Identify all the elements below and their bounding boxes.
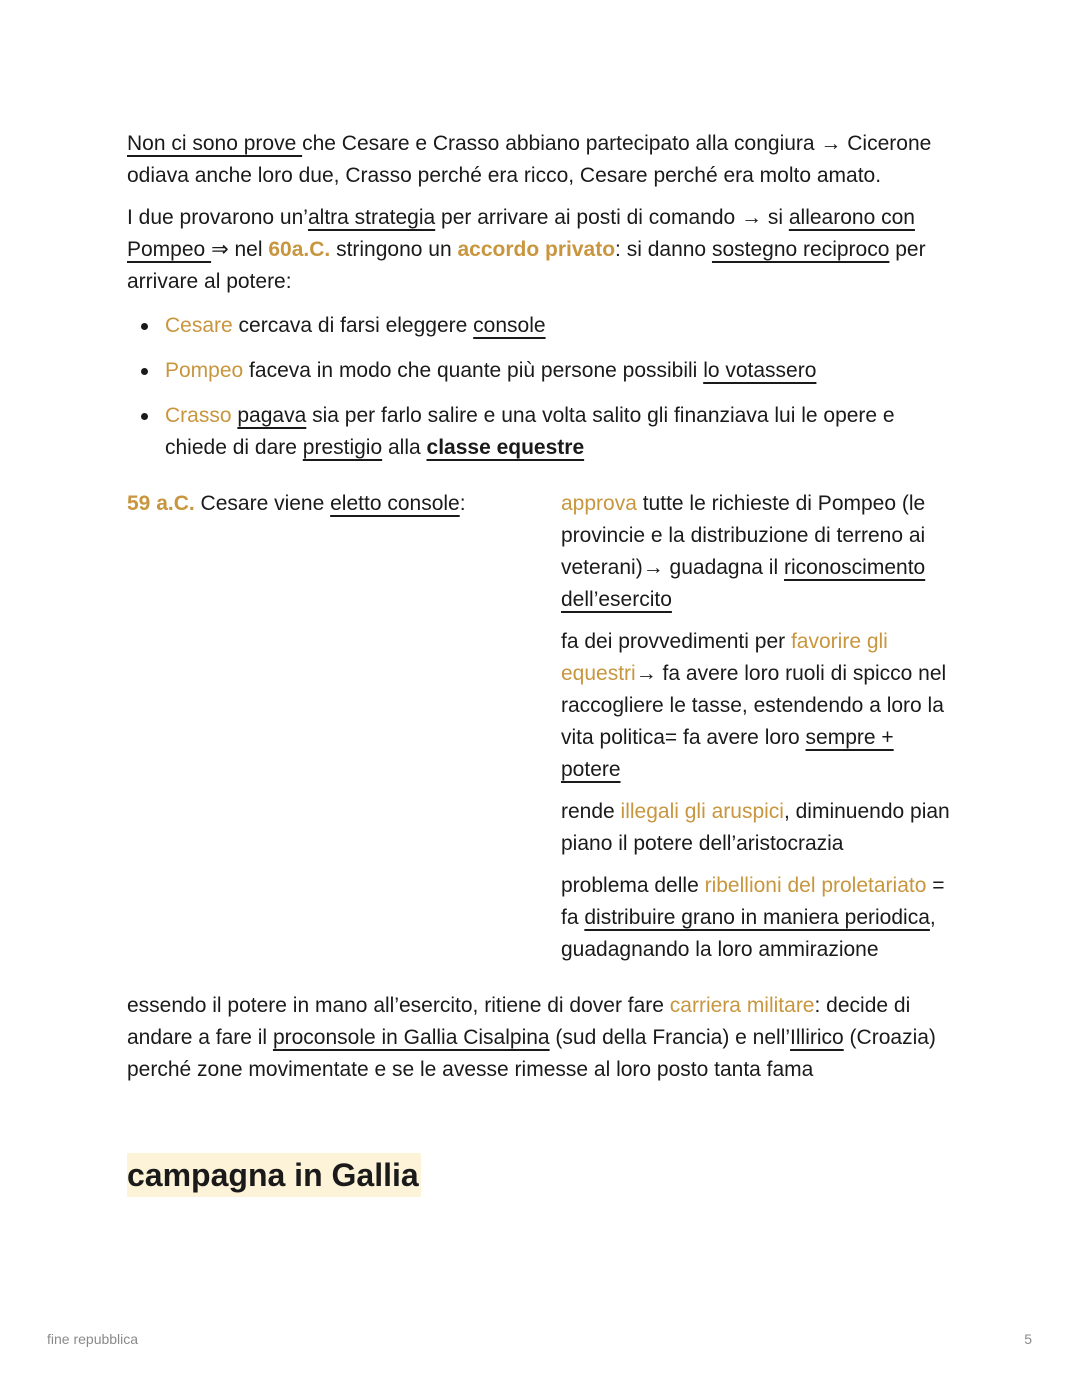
- section-59-right-column: [561, 488, 956, 976]
- underlined-text: sostegno reciproco: [711, 238, 890, 261]
- highlight-term: ribellioni del proletariato: [704, 874, 927, 897]
- highlight-name: Cesare: [165, 314, 233, 337]
- underlined-text: prestigio: [302, 436, 383, 459]
- footer-document-title: fine repubblica: [47, 1331, 139, 1347]
- paragraph-equestri: [561, 626, 956, 786]
- text: (Croazia) perché zone movimentate e se le avesse rimesse al loro posto tanta fama: [127, 1026, 936, 1081]
- text: per arrivare ai posti di comando → si: [435, 206, 789, 229]
- text: → fa avere loro ruoli di spicco nel raccogliere le tasse, estendendo a loro la vita politica= fa avere loro: [561, 662, 947, 749]
- underlined-text: altra strategia: [307, 206, 436, 229]
- text: essendo il potere in mano all’esercito, ritiene di dover fare: [127, 994, 670, 1017]
- text: rende: [561, 800, 621, 823]
- text: che Cesare e Crasso abbiano partecipato alla congiura → Cicerone odiava anche loro due, Crasso perché era ricco, Cesare perché era molto amato.: [127, 132, 932, 187]
- paragraph-pompeo: [561, 488, 956, 616]
- underlined-text: proconsole in Gallia Cisalpina: [272, 1026, 550, 1049]
- text: ⇒ nel: [211, 238, 269, 261]
- underlined-text: Illirico: [790, 1026, 844, 1049]
- underlined-text: allearono con Pompeo: [127, 206, 915, 261]
- section-59-bc: [127, 488, 957, 976]
- text: cercava di farsi eleggere: [232, 314, 474, 337]
- triumvirate-list: [127, 310, 957, 464]
- section-heading: campagna in Gallia: [127, 1153, 421, 1197]
- paragraph-congiura: [127, 128, 957, 192]
- paragraph-proletariato: [561, 870, 956, 966]
- paragraph-carriera-militare: [127, 990, 957, 1086]
- highlight-name: Crasso: [165, 404, 232, 427]
- text: tutte le richieste di Pompeo (le provincie e la distribuzione di terreno ai veterani)→ guadagna il: [561, 492, 926, 579]
- text: I due provarono un’: [127, 206, 308, 229]
- list-item-pompeo: [165, 355, 957, 387]
- underlined-text: lo votassero: [703, 359, 817, 382]
- text: problema delle: [561, 874, 705, 897]
- footer-page-number: 5: [1024, 1331, 1032, 1347]
- underlined-text: console: [473, 314, 546, 337]
- highlight-term: accordo privato: [457, 238, 616, 261]
- heading-wrapper: [127, 1126, 957, 1223]
- text: fa dei provvedimenti per: [561, 630, 791, 653]
- paragraph-alleanza: [127, 202, 957, 298]
- text: alla: [382, 436, 427, 459]
- text: : decide di andare a fare il: [127, 994, 911, 1049]
- underlined-bold-text: classe equestre: [426, 436, 585, 459]
- highlight-date: 60a.C.: [268, 238, 331, 261]
- text: stringono un: [330, 238, 458, 261]
- text: , diminuendo pian piano il potere dell’aristocrazia: [561, 800, 950, 855]
- text: Cesare viene: [194, 492, 331, 515]
- underlined-text: pagava: [237, 404, 307, 427]
- paragraph-aruspici: [561, 796, 956, 860]
- text: = fa: [561, 874, 945, 929]
- highlight-date: 59 a.C.: [127, 492, 195, 515]
- text: per arrivare al potere:: [127, 238, 926, 293]
- paragraph-elezione: [127, 488, 561, 520]
- text: :: [459, 492, 466, 515]
- highlight-term: favorire gli equestri: [561, 630, 888, 685]
- underlined-text: eletto console: [330, 492, 460, 515]
- underlined-text: riconoscimento dell’esercito: [561, 556, 926, 611]
- underlined-text: sempre + potere: [561, 726, 894, 781]
- text: , guadagnando la loro ammirazione: [561, 906, 936, 961]
- underlined-text: Non ci sono prove: [127, 132, 303, 155]
- section-59-left-column: [127, 488, 561, 976]
- highlight-term: carriera militare: [669, 994, 815, 1017]
- highlight-term: illegali gli aruspici: [620, 800, 784, 823]
- text: sia per farlo salire e una volta salito gli finanziava lui le opere e chiede di dare: [165, 404, 895, 459]
- text: faceva in modo che quante più persone possibili: [243, 359, 704, 382]
- highlight-name: Pompeo: [165, 359, 244, 382]
- list-item-crasso: [165, 400, 957, 464]
- document-body: [127, 128, 957, 1223]
- list-item-cesare: [165, 310, 957, 342]
- text: : si danno: [615, 238, 712, 261]
- text: (sud della Francia) e nell’: [549, 1026, 791, 1049]
- underlined-text: distribuire grano in maniera periodica: [584, 906, 930, 929]
- highlight-term: approva: [561, 492, 637, 515]
